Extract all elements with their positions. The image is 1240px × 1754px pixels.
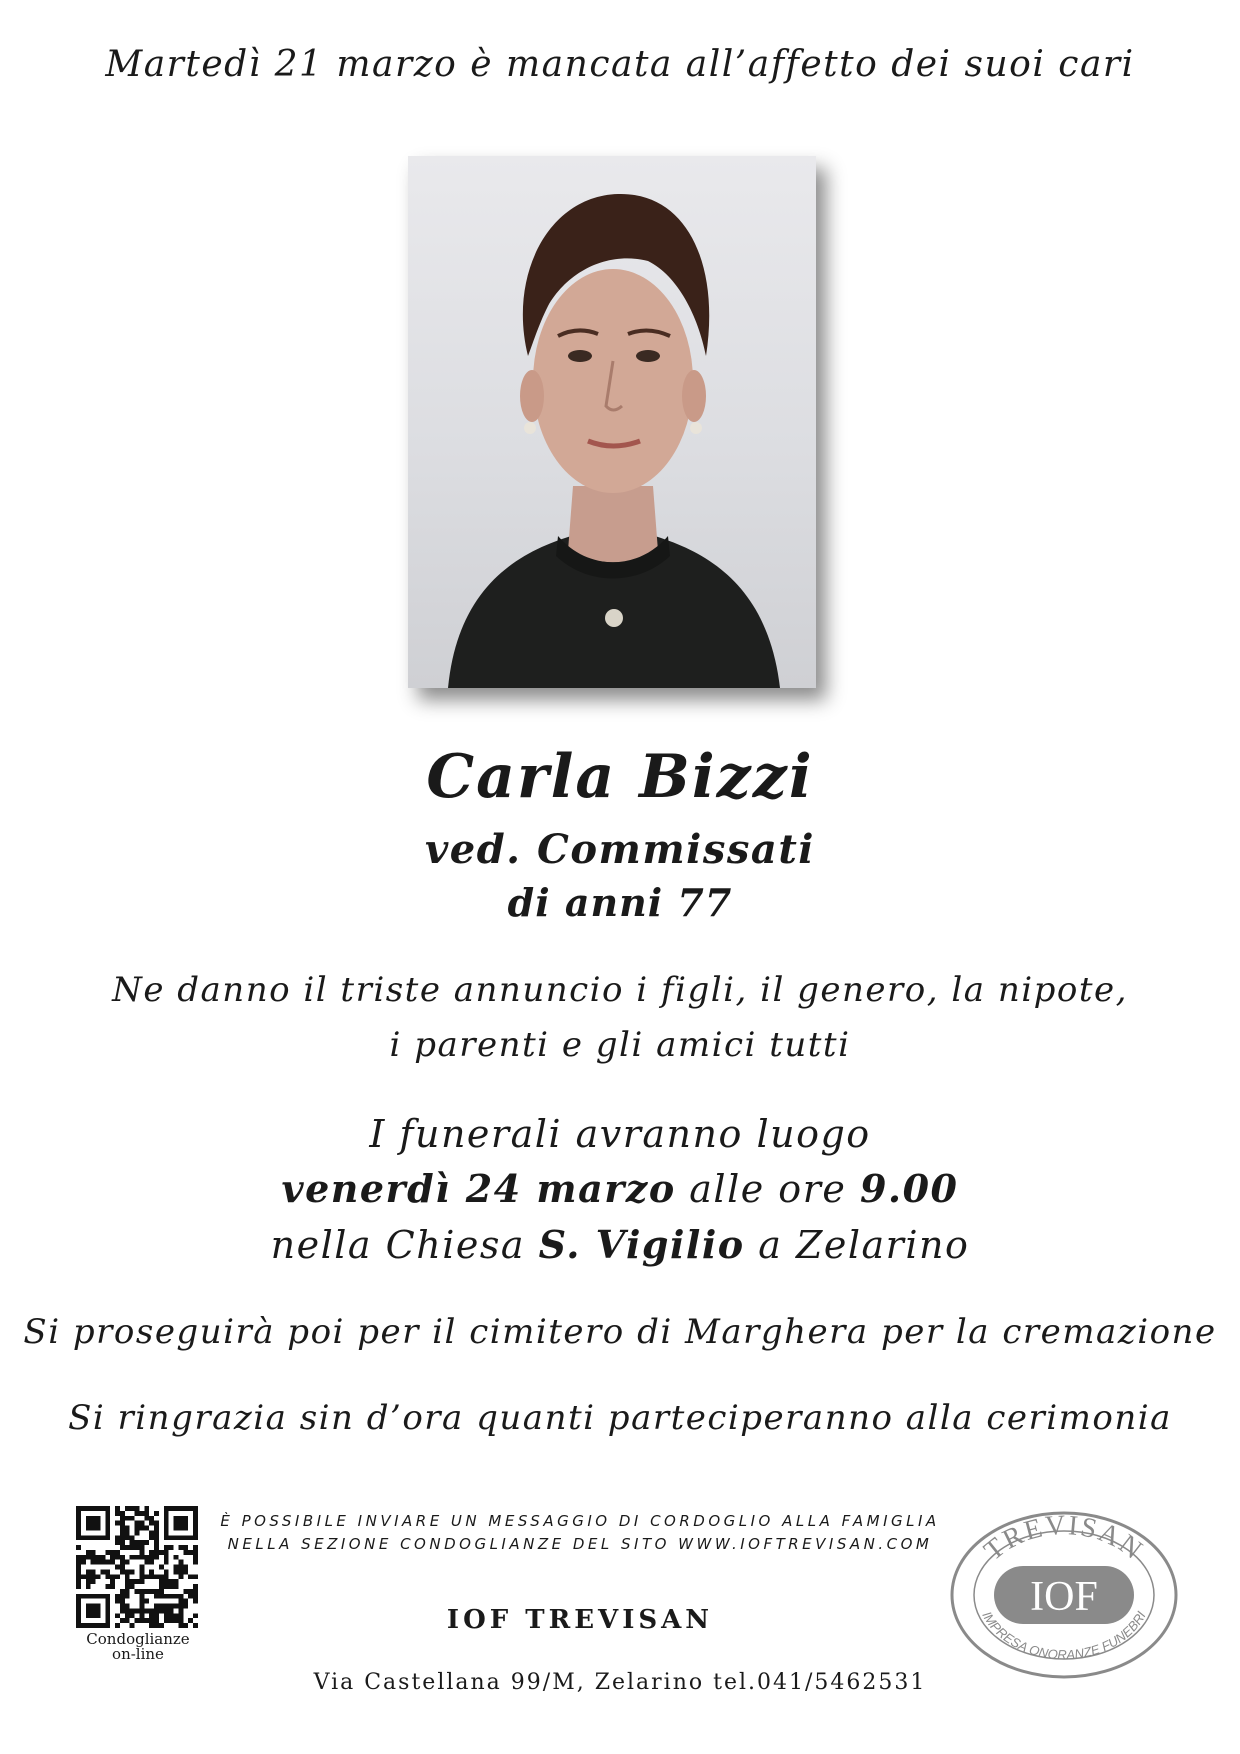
iof-trevisan-logo-icon <box>944 1500 1184 1680</box>
portrait-photo <box>408 156 816 688</box>
condolence-message-line-2: NELLA SEZIONE CONDOGLIANZE DEL SITO WWW.IOFTREVISAN.COM <box>227 1535 933 1553</box>
funeral-date: venerdì 24 marzo <box>281 1166 676 1211</box>
funeral-place-line <box>0 1222 1240 1267</box>
funeral-date-line <box>0 1166 1240 1211</box>
logo-center-text: IOF <box>1030 1574 1098 1620</box>
married-name: ved. Commissati <box>425 826 815 873</box>
qr-label-line-1: Condoglianze <box>86 1630 190 1648</box>
funeral-church: S. Vigilio <box>538 1222 745 1267</box>
company-name: IOF TREVISAN <box>446 1605 714 1635</box>
announcement-line-2: i parenti e gli amici tutti <box>389 1025 851 1065</box>
qr-label <box>70 1632 206 1662</box>
deceased-name: Carla Bizzi <box>426 742 814 812</box>
funeral-time-prefix: alle ore <box>689 1167 847 1211</box>
funeral-line-1: I funerali avranno luogo <box>369 1112 871 1156</box>
condolence-message-line-1: È POSSIBILE INVIARE UN MESSAGGIO DI CORDOGLIO ALLA FAMIGLIA <box>220 1512 940 1530</box>
age: di anni 77 <box>507 880 733 925</box>
funeral-place-suffix: a Zelarino <box>758 1223 970 1267</box>
thanks-text: Si ringrazia sin d’ora quanti parteciperanno alla cerimonia <box>68 1398 1172 1438</box>
logo-bottom-text: IMPRESA ONORANZE FUNEBRI <box>979 1608 1149 1663</box>
funeral-time: 9.00 <box>859 1166 959 1211</box>
svg-text:TREVISAN <box>978 1510 1149 1567</box>
headline: Martedì 21 marzo è mancata all’affetto dei suoi cari <box>105 44 1135 85</box>
funeral-place-prefix: nella Chiesa <box>270 1223 526 1267</box>
qr-label-line-2: on-line <box>112 1645 164 1663</box>
qr-code-icon[interactable] <box>76 1506 198 1628</box>
announcement-line-1: Ne danno il triste annuncio i figli, il genero, la nipote, <box>112 970 1128 1010</box>
company-address: Via Castellana 99/M, Zelarino tel.041/5462531 <box>313 1670 927 1695</box>
continuation-text: Si proseguirà poi per il cimitero di Marghera per la cremazione <box>23 1312 1217 1352</box>
logo-top-text: TREVISAN <box>978 1509 1150 1567</box>
